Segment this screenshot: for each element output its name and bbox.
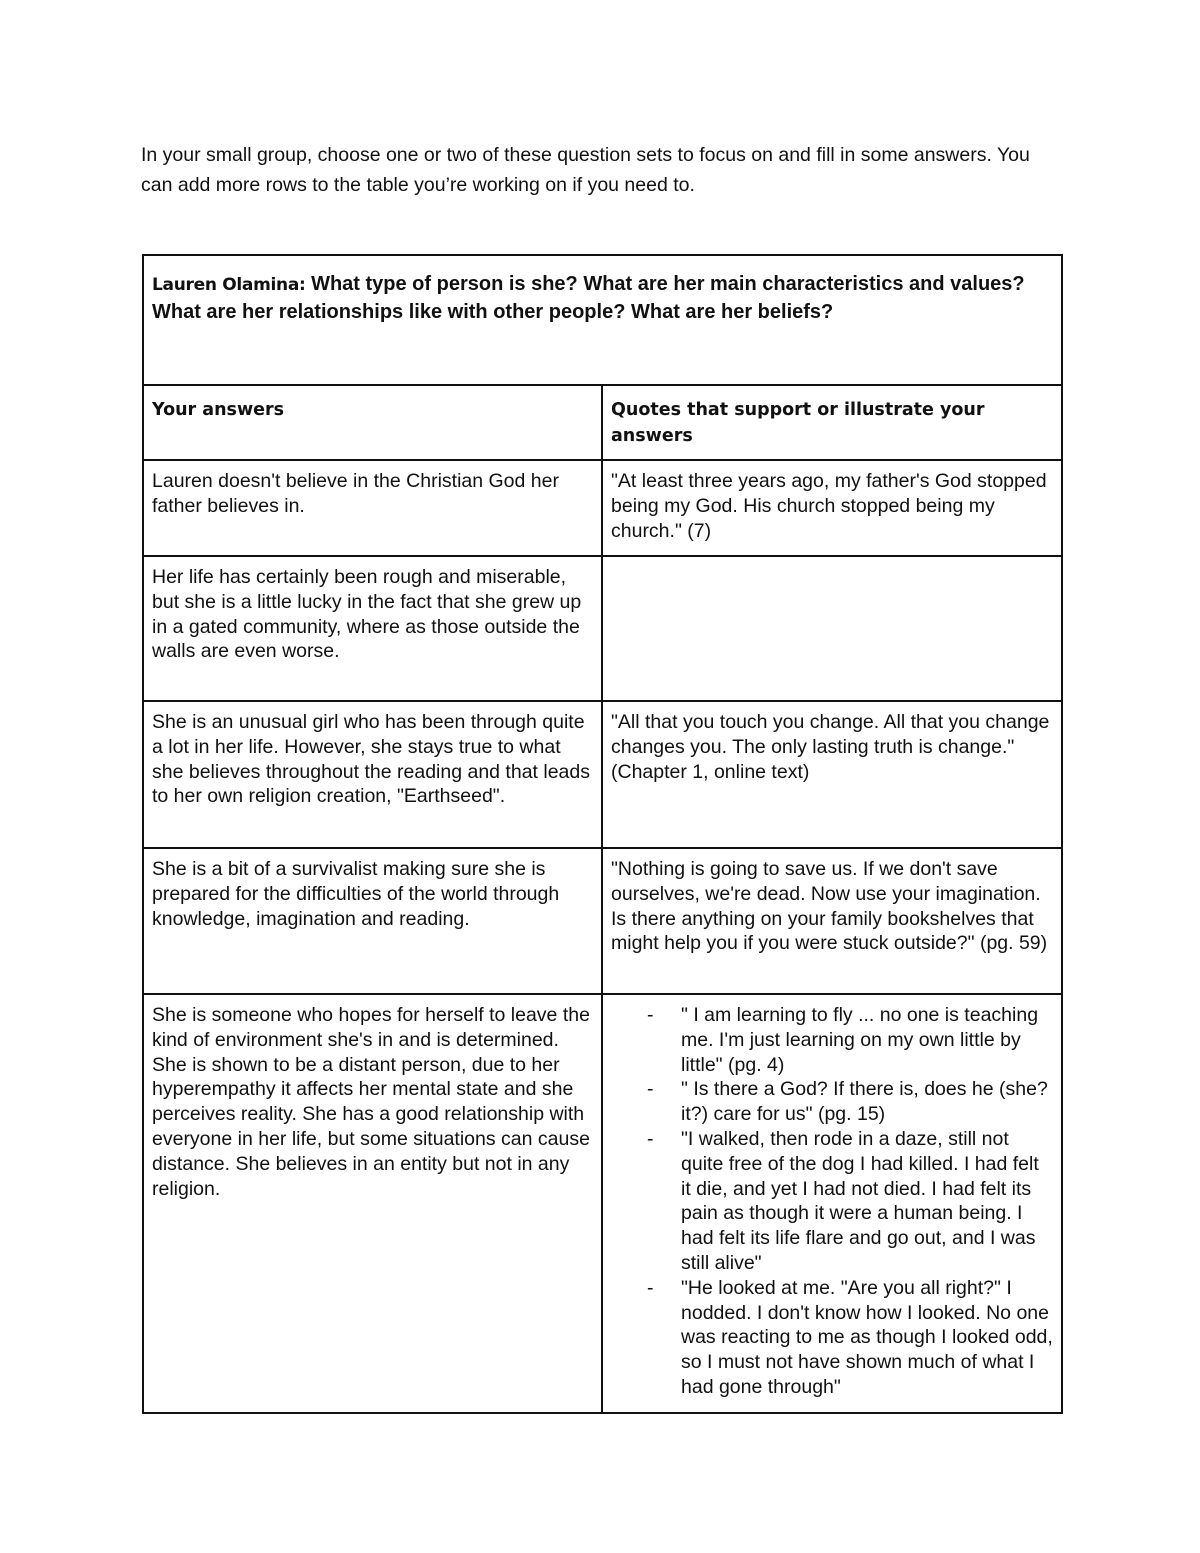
quote-text: " Is there a God? If there is, does he (she? it?) care for us" (pg. 15) [681,1078,1048,1126]
quote-cell-empty[interactable] [602,556,1062,701]
quote-cell[interactable]: "At least three years ago, my father's God stopped being my God. His church stopped being my church." (7) [602,460,1062,556]
table-header-row [143,255,1062,385]
table-row [143,994,1062,1413]
answer-cell[interactable]: She is a bit of a survivalist making sure she is prepared for the difficulties of the world through knowledge, imagination and reading. [143,848,602,994]
quote-cell[interactable]: "All that you touch you change. All that you change changes you. The only lasting truth is change." (Chapter 1, online text) [602,701,1062,848]
question-table [142,254,1063,1414]
quote-text: "I walked, then rode in a daze, still not quite free of the dog I had killed. I had felt it die, and yet I had not died. I had felt its pain as though it were a human being. I had felt its life flare and go out, and I was still alive" [681,1127,1039,1274]
answer-cell[interactable]: Lauren doesn't believe in the Christian God her father believes in. [143,460,602,556]
answer-cell[interactable]: She is someone who hopes for herself to leave the kind of environment she's in and is determined. She is shown to be a distant person, due to her hyperempathy it affects her mental state and she perceives reality. She has a good relationship with everyone in her life, but some situations can cause distance. She believes in an entity but not in any religion. [143,994,602,1413]
question-set-text: What type of person is she? What are her main characteristics and values? What are her relationships like with other people? What are her beliefs? [152,273,1025,323]
quote-list-item [611,1127,1053,1276]
table-row [143,460,1062,556]
answer-cell[interactable]: Her life has certainly been rough and miserable, but she is a little lucky in the fact that she grew up in a gated community, where as those outside the walls are even worse. [143,556,602,701]
quote-list [611,1003,1053,1400]
question-set-cell [143,255,1062,385]
list-dash: - [647,1276,654,1299]
list-dash: - [647,1004,654,1026]
quote-text: "He looked at me. "Are you all right?" I nodded. I don't know how I looked. No one was reacting to me as though I looked odd, so I must not have shown much of what I had gone through" [681,1276,1053,1398]
column-header-quotes: Quotes that support or illustrate your answers [602,385,1062,460]
instructions-text: In your small group, choose one or two of these question sets to focus on and fill in some answers. You can add more rows to the table you’re working on if you need to. [141,144,1030,196]
table-row [143,556,1062,701]
table-row [143,701,1062,848]
list-dash: - [647,1127,654,1150]
column-header-answers: Your answers [143,385,602,460]
quote-list-item [611,1077,1053,1127]
character-name: Lauren Olamina: [152,275,306,295]
quote-text: " I am learning to fly ... no one is teaching me. I'm just learning on my own little by little" (pg. 4) [681,1004,1039,1076]
quote-cell[interactable]: "Nothing is going to save us. If we don't save ourselves, we're dead. Now use your imagination. Is there anything on your family bookshelves that might help you if you were stuck outside?" (pg. 59) [602,848,1062,994]
table-row [143,848,1062,994]
quote-list-cell[interactable] [602,994,1062,1413]
list-dash: - [647,1078,654,1101]
answer-cell[interactable]: She is an unusual girl who has been through quite a lot in her life. However, she stays true to what she believes throughout the reading and that leads to her own religion creation, "Earthseed". [143,701,602,848]
quote-list-item [611,1003,1053,1077]
quote-list-item [611,1276,1053,1400]
column-header-row [143,385,1062,460]
